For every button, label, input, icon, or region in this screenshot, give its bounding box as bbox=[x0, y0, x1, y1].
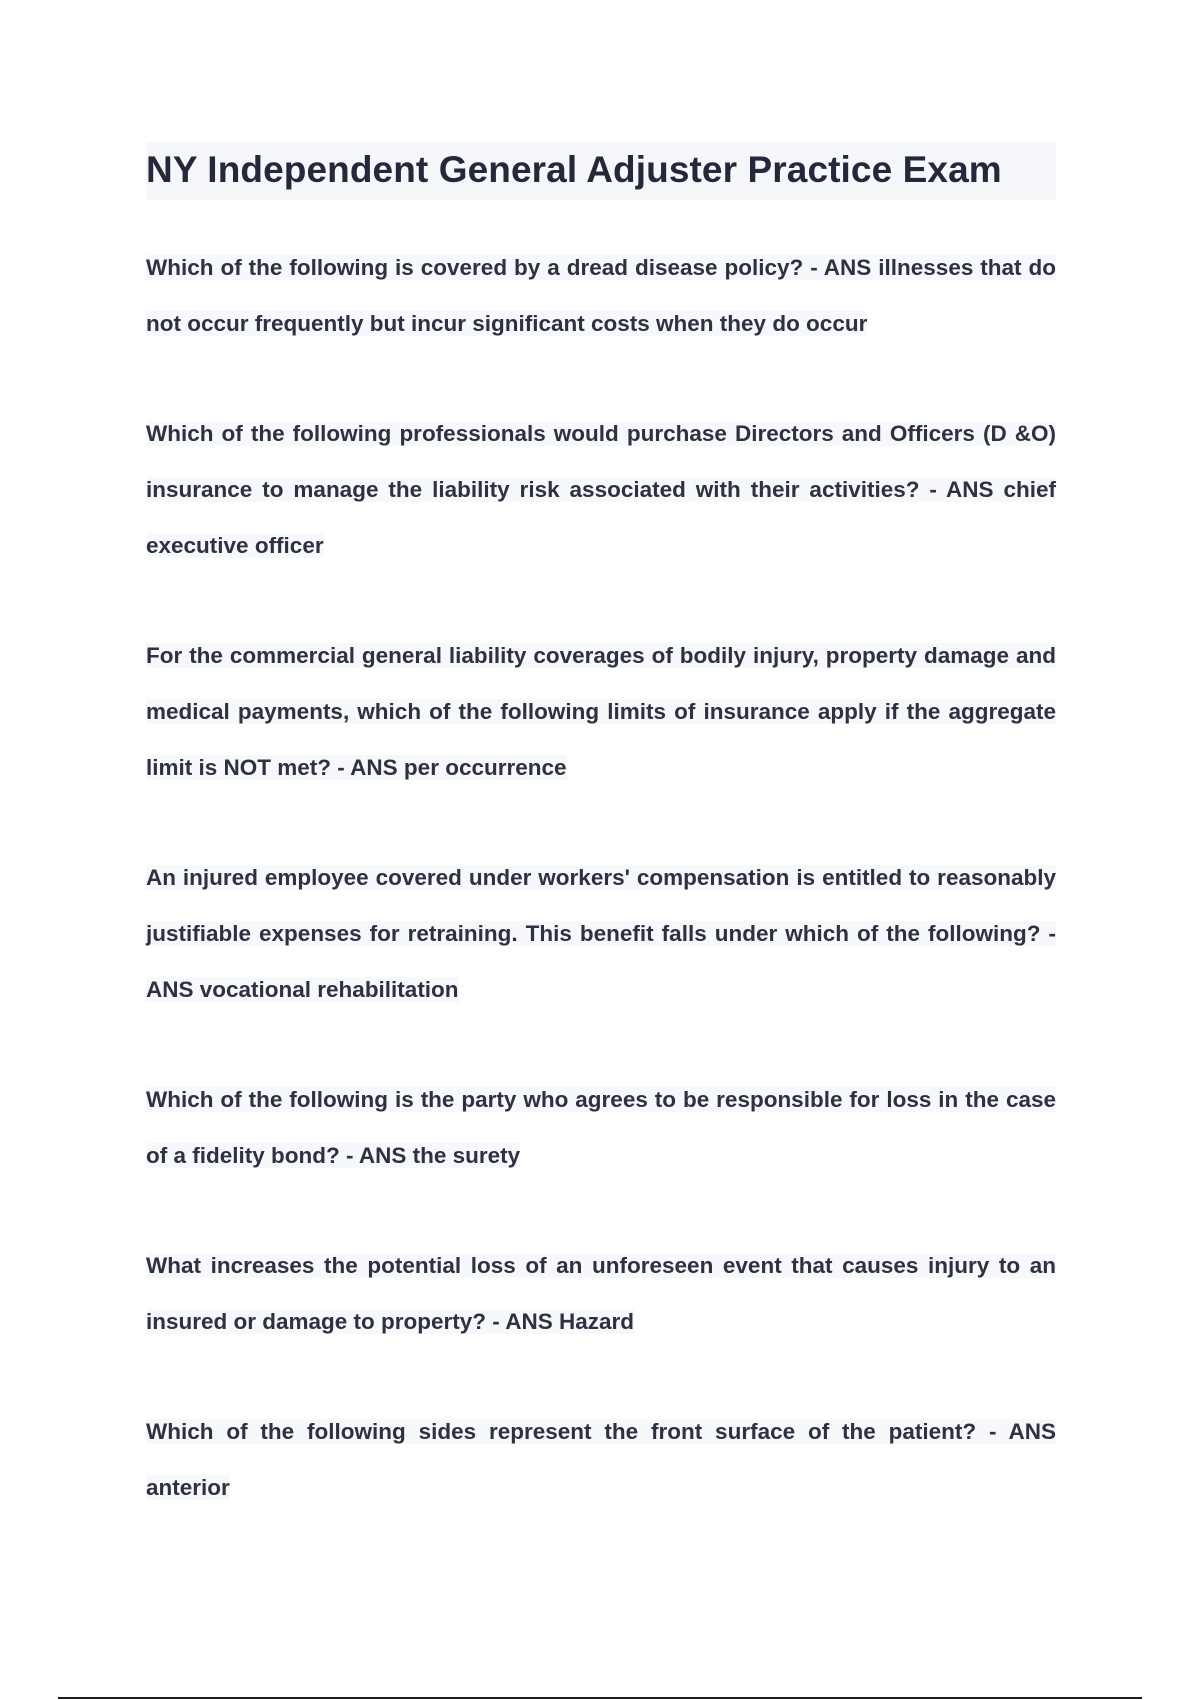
question-item-4 bbox=[146, 850, 1056, 1018]
question-item-7 bbox=[146, 1404, 1056, 1516]
question-item-2 bbox=[146, 406, 1056, 574]
question-text: Which of the following is the party who agrees to be responsible for loss in the case of a fidelity bond? - ANS the surety bbox=[146, 1087, 1056, 1168]
question-item-6 bbox=[146, 1238, 1056, 1350]
question-item-1 bbox=[146, 240, 1056, 352]
question-text: Which of the following professionals would purchase Directors and Officers (D &O) insurance to manage the liability risk associated with their activities? - ANS chief executive officer bbox=[146, 421, 1056, 558]
question-item-3 bbox=[146, 628, 1056, 796]
question-text: An injured employee covered under workers' compensation is entitled to reasonably justifiable expenses for retraining. This benefit falls under which of the following? - ANS vocational rehabilitation bbox=[146, 865, 1056, 1002]
question-text: Which of the following is covered by a dread disease policy? - ANS illnesses that do not occur frequently but incur significant costs when they do occur bbox=[146, 255, 1056, 336]
document-page bbox=[146, 142, 1056, 1570]
question-item-5 bbox=[146, 1072, 1056, 1184]
footer-divider bbox=[58, 1697, 1142, 1699]
question-text: For the commercial general liability coverages of bodily injury, property damage and medical payments, which of the following limits of insurance apply if the aggregate limit is NOT met? - ANS per occurrence bbox=[146, 643, 1056, 780]
question-text: What increases the potential loss of an unforeseen event that causes injury to an insured or damage to property? - ANS Hazard bbox=[146, 1253, 1056, 1334]
page-title: NY Independent General Adjuster Practice Exam bbox=[146, 142, 1056, 200]
question-text: Which of the following sides represent the front surface of the patient? - ANS anterior bbox=[146, 1419, 1056, 1500]
question-list bbox=[146, 240, 1056, 1516]
